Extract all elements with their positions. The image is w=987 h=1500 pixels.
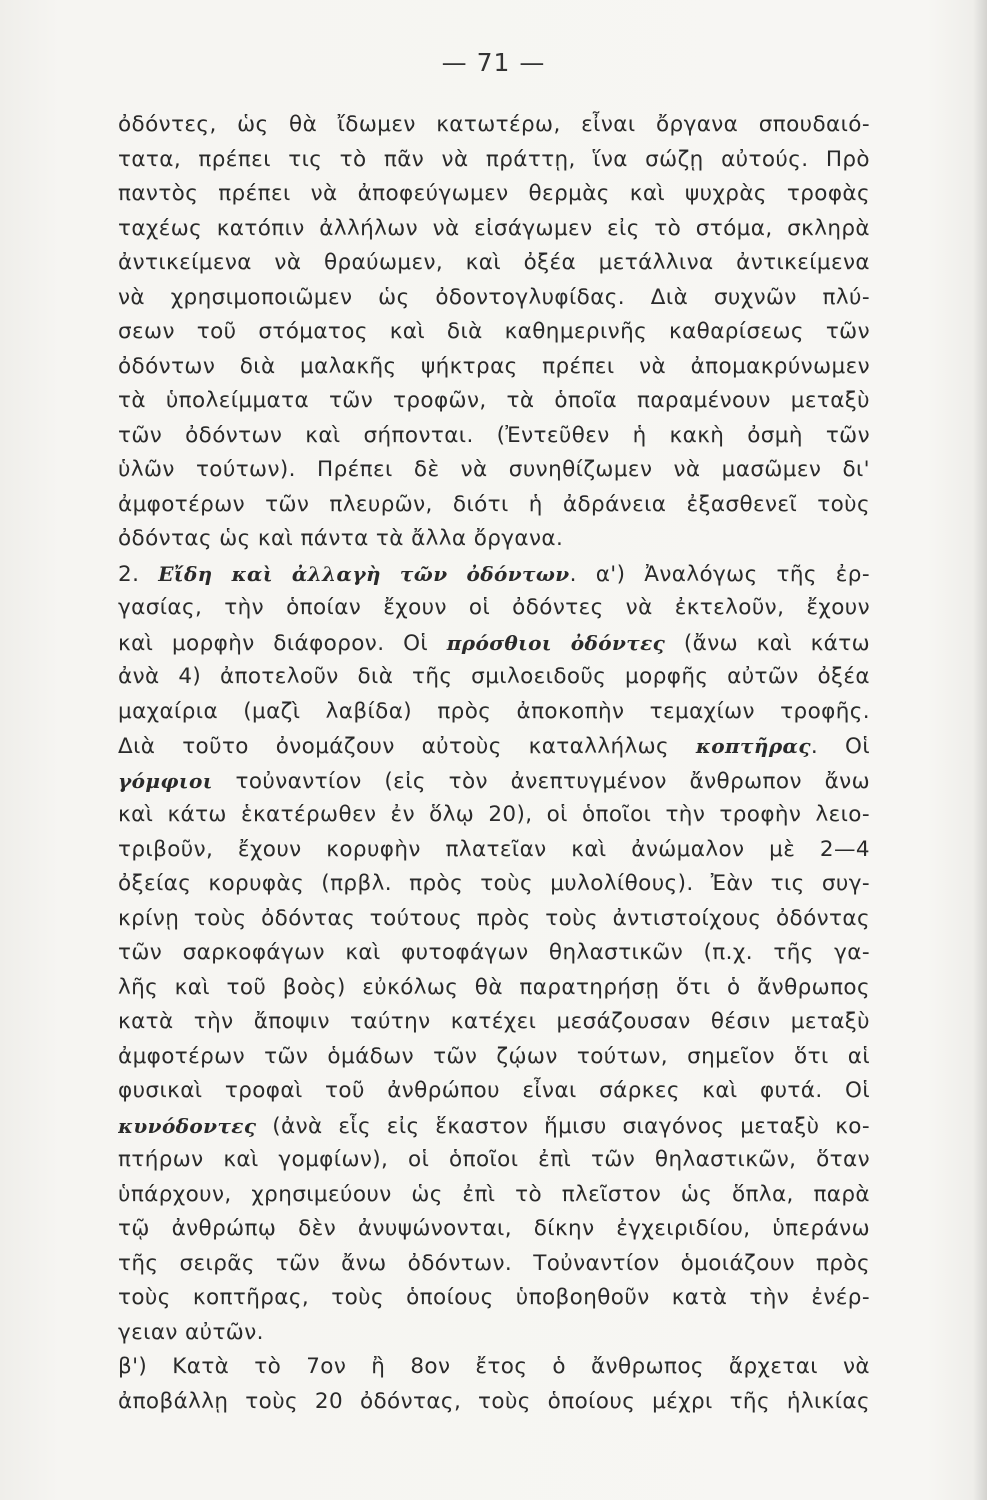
text-segment: Διὰ τοῦτο ὀνομάζουν αὐτοὺς καταλλήλως [118,734,696,759]
text-segment: . α') Ἀναλόγως τῆς ἐρ- [569,561,870,587]
text-segment: ὑλῶν τούτων). Πρέπει δὲ νὰ συνηθίζωμεν νὰ μασῶμεν δι' [118,457,870,482]
text-segment: γειαν αὐτῶν. [118,1319,264,1345]
text-segment: κρίνῃ τοὺς ὀδόντας τούτους πρὸς τοὺς ἀντιστοίχους ὀδόντας [118,905,870,931]
text-segment: νὰ χρησιμοποιῶμεν ὡς ὀδοντογλυφίδας. Διὰ συχνῶν πλύ- [118,284,870,310]
text-line [118,833,870,868]
text-line [118,453,870,488]
text-segment: ὑπάρχουν, χρησιμεύουν ὡς ἐπὶ τὸ πλεῖστον ὡς ὅπλα, παρὰ [118,1181,870,1207]
text-line [118,1074,870,1109]
page-edge-shadow [973,0,987,1500]
text-segment: τὰ ὑπολείμματα τῶν τροφῶν, τὰ ὁποῖα παραμένουν μεταξὺ [118,388,870,413]
text-line [118,1109,870,1144]
text-line [118,557,870,592]
italic-term: κυνόδοντες [118,1113,257,1138]
text-line [118,281,870,316]
text-line [118,1040,870,1075]
text-segment: ὀξείας κορυφὰς (πρβλ. πρὸς τοὺς μυλολίθους). Ἐὰν τις συγ- [118,871,870,896]
text-line [118,660,870,695]
text-line [118,902,870,937]
text-line [118,1281,870,1316]
text-segment: πτήρων καὶ γομφίων), οἱ ὁποῖοι ἐπὶ τῶν θηλαστικῶν, ὅταν [118,1147,870,1172]
text-segment: καὶ μορφὴν διάφορον. Οἱ [118,630,447,656]
text-segment: κατὰ τὴν ἄποψιν ταύτην κατέχει μεσάζουσαν θέσιν μεταξὺ [118,1009,870,1034]
text-segment: γασίας, τὴν ὁποίαν ἔχουν οἱ ὀδόντες νὰ ἐκτελοῦν, ἔχουν [118,595,870,620]
text-segment: (ἄνω καὶ κάτω [665,630,870,656]
text-line [118,798,870,833]
italic-term: Εἴδη καὶ ἀλλαγὴ τῶν ὀδόντων [158,561,570,586]
text-segment: ἀντικείμενα νὰ θραύωμεν, καὶ ὀξέα μετάλλινα ἀντικείμενα [118,250,870,275]
text-segment: ὀδόντας ὡς καὶ πάντα τὰ ἄλλα ὄργανα. [118,526,564,551]
text-segment: μαχαίρια (μαζὶ λαβίδα) πρὸς ἀποκοπὴν τεμαχίων τροφῆς. [118,698,870,724]
text-segment: 2. [118,561,159,587]
text-line [118,177,870,212]
text-segment: ὀδόντων διὰ μαλακῆς ψήκτρας πρέπει νὰ ἀπομακρύνωμεν [118,353,870,379]
text-line [118,1178,870,1213]
text-line [118,350,870,385]
text-segment: φυσικαὶ τροφαὶ τοῦ ἀνθρώπου εἶναι σάρκες καὶ φυτά. Οἱ [118,1078,870,1103]
text-segment: β') Κατὰ τὸ 7ον ἢ 8ον ἔτος ὁ ἄνθρωπος ἄρχεται νὰ [118,1354,870,1379]
text-line [118,1212,870,1247]
text-segment: λῆς καὶ τοῦ βοὸς) εὐκόλως θὰ παρατηρήσῃ ὅτι ὁ ἄνθρωπος [118,974,870,1000]
text-segment: ταχέως κατόπιν ἀλλήλων νὰ εἰσάγωμεν εἰς τὸ στόμα, σκληρὰ [118,215,870,241]
text-segment: ὀδόντες, ὡς θὰ ἴδωμεν κατωτέρω, εἶναι ὄργανα σπουδαιό- [118,112,870,137]
text-line [118,315,870,350]
text-segment: τοὐναντίον (εἰς τὸν ἀνεπτυγμένον ἄνθρωπον ἄνω [212,768,870,794]
text-segment: (ἀνὰ εἷς εἰς ἕκαστον ἥμισυ σιαγόνος μεταξὺ κο- [256,1113,870,1139]
text-line [118,522,870,557]
text-line [118,1316,870,1351]
text-line [118,1247,870,1282]
text-line [118,1143,870,1178]
text-line [118,246,870,281]
text-line [118,936,870,971]
text-segment: παντὸς πρέπει νὰ ἀποφεύγωμεν θερμὰς καὶ ψυχρὰς τροφὰς [118,181,870,206]
text-line [118,419,870,454]
text-line [118,108,870,143]
text-segment: ἀποβάλλῃ τοὺς 20 ὀδόντας, τοὺς ὁποίους μέχρι τῆς ἡλικίας [118,1388,870,1414]
text-segment: . Οἱ [810,734,870,759]
text-segment: τῶν σαρκοφάγων καὶ φυτοφάγων θηλαστικῶν (π.χ. τῆς γα- [118,940,870,965]
body-text [118,108,870,1419]
text-line [118,143,870,178]
text-line [118,626,870,661]
text-segment: τριβοῦν, ἔχουν κορυφὴν πλατεῖαν καὶ ἀνώμαλον μὲ 2—4 [118,836,870,862]
text-line [118,591,870,626]
text-segment: τῶν ὀδόντων καὶ σήπονται. (Ἐντεῦθεν ἡ κακὴ ὀσμὴ τῶν [118,422,870,448]
italic-term: γόμφιοι [118,768,213,793]
text-line [118,1385,870,1420]
text-segment: τῷ ἀνθρώπῳ δὲν ἀνυψώνονται, δίκην ἐγχειριδίου, ὑπεράνω [118,1216,870,1241]
text-line [118,1350,870,1385]
text-segment: τοὺς κοπτῆρας, τοὺς ὁποίους ὑποβοηθοῦν κατὰ τὴν ἐνέρ- [118,1285,870,1310]
text-segment: ἀνὰ 4) ἀποτελοῦν διὰ τῆς σμιλοειδοῦς μορφῆς αὐτῶν ὀξέα [118,664,870,689]
text-segment: καὶ κάτω ἑκατέρωθεν ἐν ὅλῳ 20), οἱ ὁποῖοι τὴν τροφὴν λειο- [118,802,870,827]
text-segment: τῆς σειρᾶς τῶν ἄνω ὀδόντων. Τοὐναντίον ὁμοιάζουν πρὸς [118,1250,870,1276]
italic-term: πρόσθιοι ὀδόντες [446,630,666,655]
text-line [118,729,870,764]
text-line [118,764,870,799]
text-line [118,384,870,419]
text-segment: σεων τοῦ στόματος καὶ διὰ καθημερινῆς καθαρίσεως τῶν [118,319,870,344]
italic-term: κοπτῆρας [695,734,811,758]
text-line [118,1005,870,1040]
page-number: — 71 — [441,48,546,77]
text-line [118,695,870,730]
text-line [118,212,870,247]
text-line [118,867,870,902]
text-line [118,971,870,1006]
text-segment: ἀμφοτέρων τῶν ὁμάδων τῶν ζῴων τούτων, σημεῖον ὅτι αἱ [118,1043,870,1069]
text-line [118,488,870,523]
text-segment: τατα, πρέπει τις τὸ πᾶν νὰ πράττῃ, ἵνα σώζῃ αὐτούς. Πρὸ [118,146,870,172]
text-segment: ἀμφοτέρων τῶν πλευρῶν, διότι ἡ ἀδράνεια ἐξασθενεῖ τοὺς [118,491,870,517]
